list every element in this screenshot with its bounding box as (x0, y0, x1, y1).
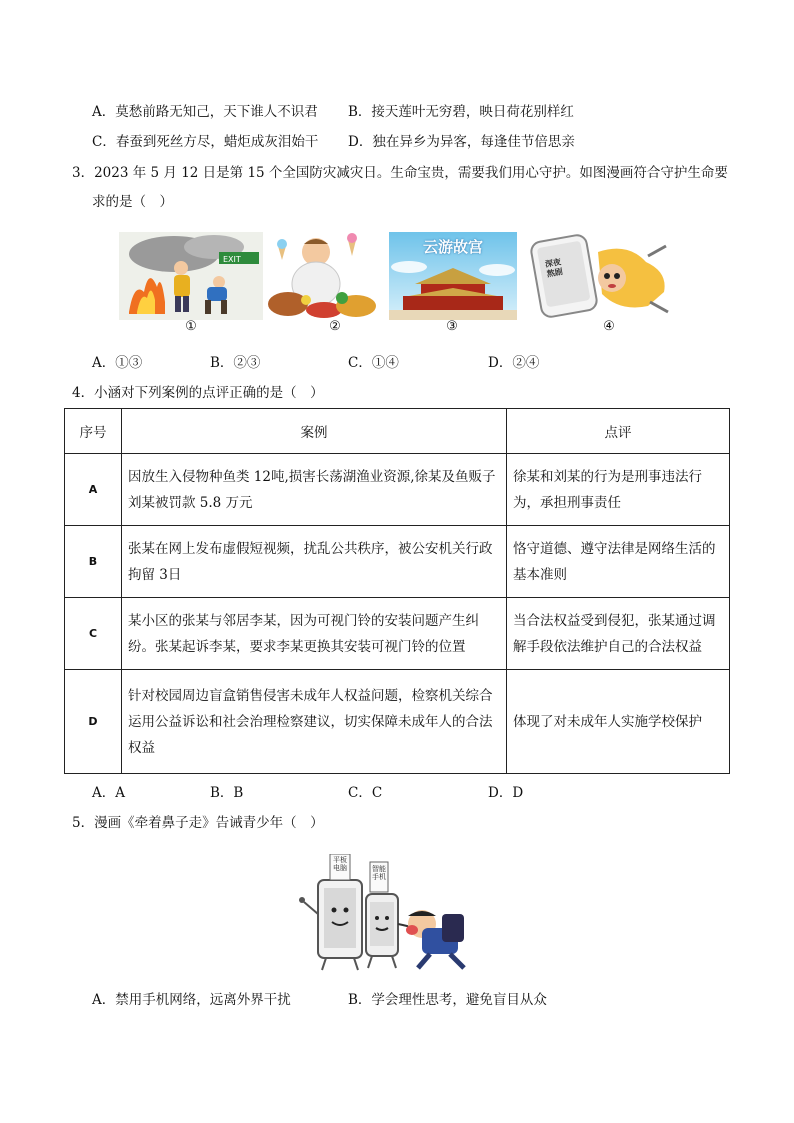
row-c-case: 某小区的张某与邻居李某，因为可视门铃的安装问题产生纠纷。张某起诉李某，要求李某更换其安装可视门铃的位置 (122, 598, 507, 670)
row-b-seq: B (65, 526, 122, 598)
svg-text:EXIT: EXIT (223, 255, 241, 264)
q2-option-a: A．莫愁前路无知己，天下谁人不识君 (92, 104, 318, 120)
q3-cartoon-2-overeating (264, 232, 384, 320)
q4-option-d: D．D (488, 785, 524, 801)
q5-cartoon-led-by-the-nose (296, 854, 488, 972)
row-d-comment: 体现了对未成年人实施学校保护 (507, 670, 730, 774)
row-d-seq: D (65, 670, 122, 774)
q3-caption-2: ② (329, 319, 341, 334)
table-header-row (65, 409, 730, 454)
q3-option-b: B．②③ (210, 355, 261, 371)
row-a-seq: A (65, 454, 122, 526)
q3-cartoon-4-label: 深夜熬剧 (544, 257, 564, 279)
q5-option-b: B．学会理性思考，避免盲目从众 (348, 992, 547, 1008)
q4-option-c: C．C (348, 785, 383, 801)
q3-stem-line1: 3．2023 年 5 月 12 日是第 15 个全国防灾减灾日。生命宝贵，需要我们用心守护。如图漫画符合守护生命要 (72, 165, 728, 181)
q2-option-b: B．接天莲叶无穷碧，映日荷花别样红 (348, 104, 574, 120)
q4-case-table (64, 408, 730, 774)
q3-cartoon-4-late-night-binge (528, 232, 674, 320)
row-d-case: 针对校园周边盲盒销售侵害未成年人权益问题，检察机关综合运用公益诉讼和社会治理检察建议，切实保障未成年人的合法权益 (122, 670, 507, 774)
q2-option-d: D．独在异乡为异客，每逢佳节倍思亲 (348, 134, 575, 150)
q5-sign-smartphone: 智能手机 (372, 865, 386, 881)
q3-caption-1: ① (185, 319, 197, 334)
row-c-comment: 当合法权益受到侵犯，张某通过调解手段依法维护自己的合法权益 (507, 598, 730, 670)
row-b-comment: 恪守道德、遵守法律是网络生活的基本准则 (507, 526, 730, 598)
row-c-seq: C (65, 598, 122, 670)
q3-cartoon-3-virtual-palace-tour (389, 232, 517, 320)
row-a-case: 因放生入侵物种鱼类 12吨,损害长荡湖渔业资源,徐某及鱼贩子刘某被罚款 5.8 万元 (122, 454, 507, 526)
q5-stem: 5．漫画《牵着鼻子走》告诫青少年（ ） (72, 815, 324, 831)
q3-cartoon-1-fire-escape (119, 232, 263, 320)
table-row (65, 598, 730, 670)
q3-option-c: C．①④ (348, 355, 399, 371)
q5-sign-tablet: 平板电脑 (333, 856, 347, 872)
header-seq: 序号 (65, 409, 122, 454)
q2-option-c: C．春蚕到死丝方尽，蜡炬成灰泪始干 (92, 134, 319, 150)
q3-caption-4: ④ (603, 319, 615, 334)
q4-stem: 4．小涵对下列案例的点评正确的是（ ） (72, 385, 324, 401)
row-a-comment: 徐某和刘某的行为是刑事违法行为，承担刑事责任 (507, 454, 730, 526)
q4-option-a: A．A (92, 785, 125, 801)
q3-option-a: A．①③ (92, 355, 143, 371)
q3-caption-3: ③ (446, 319, 458, 334)
q3-stem-line2: 求的是（ ） (92, 194, 173, 210)
table-row (65, 454, 730, 526)
header-case: 案例 (122, 409, 507, 454)
q3-cartoon-3-title: 云游故宫 (422, 238, 483, 256)
q3-option-d: D．②④ (488, 355, 540, 371)
table-row (65, 670, 730, 774)
table-row (65, 526, 730, 598)
q5-option-a: A．禁用手机网络，远离外界干扰 (92, 992, 291, 1008)
q4-option-b: B．B (210, 785, 244, 801)
row-b-case: 张某在网上发布虚假短视频，扰乱公共秩序，被公安机关行政拘留 3日 (122, 526, 507, 598)
header-comment: 点评 (507, 409, 730, 454)
